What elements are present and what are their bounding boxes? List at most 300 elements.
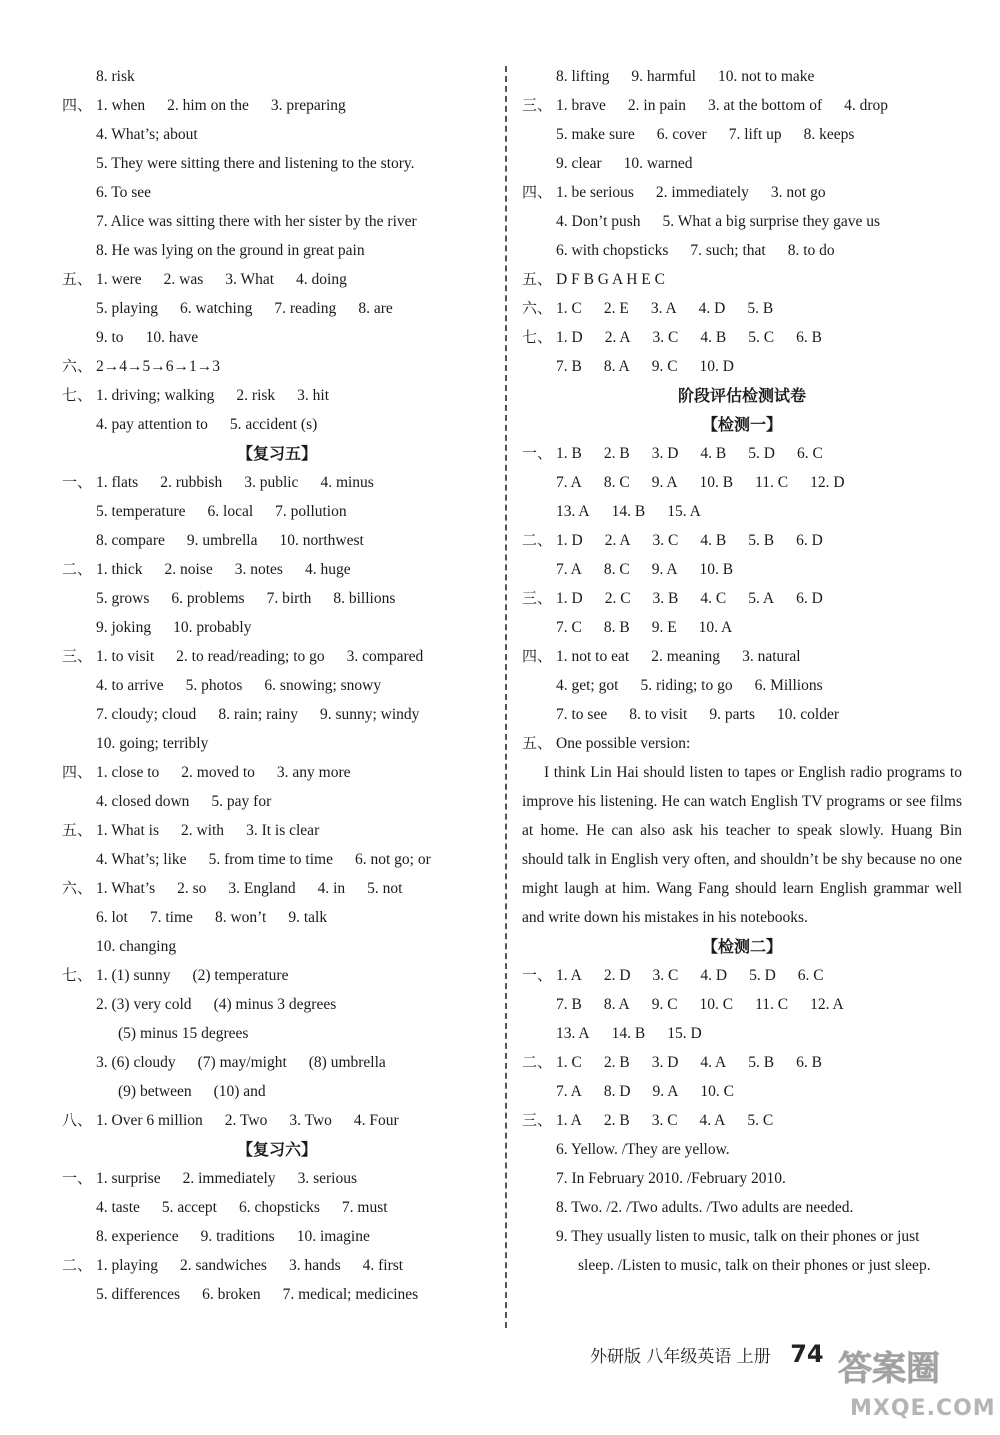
answer-line (62, 236, 492, 265)
answer-item: 3. any more (276, 764, 351, 781)
answer-item: 3. C (652, 967, 679, 984)
answer-item: sleep. /Listen to music, talk on their phones or just sleep. (578, 1257, 931, 1274)
answer-line (62, 62, 492, 91)
answer-line (62, 758, 492, 787)
answer-line (62, 1048, 492, 1077)
answer-item: 6. B (796, 1054, 822, 1071)
answer-item: 9. They usually listen to music, talk on their phones or just (556, 1228, 920, 1245)
answer-item: 7. B (556, 996, 582, 1013)
section-number: 四、 (522, 647, 553, 665)
answer-item: 7. A (556, 1083, 582, 1100)
answer-item: 4. doing (296, 271, 347, 288)
answer-line (62, 642, 492, 671)
answer-item: 1. surprise (96, 1170, 161, 1187)
answer-line (522, 207, 962, 236)
answer-item: 8. keeps (803, 126, 855, 143)
answer-item: 5. playing (96, 300, 158, 317)
answer-line (62, 1019, 492, 1048)
answer-item: 4. What’s; about (96, 126, 198, 143)
answer-line (62, 120, 492, 149)
answer-item: 9. traditions (200, 1228, 275, 1245)
answer-item: 3. It is clear (246, 822, 320, 839)
answer-line (522, 439, 962, 468)
answer-item: 3. D (651, 1054, 679, 1071)
answer-item: 1. flats (96, 474, 139, 491)
section-number: 四、 (522, 183, 553, 201)
answer-line (62, 787, 492, 816)
answer-item: 2. in pain (627, 97, 687, 114)
answer-line (522, 526, 962, 555)
answer-item: 5. differences (96, 1286, 181, 1303)
answer-line (522, 236, 962, 265)
section-number: 七、 (522, 328, 553, 346)
section-number: 三、 (522, 1111, 553, 1129)
answer-line (522, 671, 962, 700)
answer-item: 1. not to eat (556, 648, 630, 665)
answer-item: 2. noise (164, 561, 213, 578)
answer-item: 7. must (341, 1199, 388, 1216)
answer-item: 10. going; terribly (96, 735, 209, 752)
answer-item: 7. such; that (690, 242, 766, 259)
answer-item: 9. E (651, 619, 677, 636)
answer-item: 10. D (699, 358, 734, 375)
answer-item: 15. D (667, 1025, 702, 1042)
answer-item: 7. to see (556, 706, 608, 723)
answer-line (522, 1251, 962, 1280)
answer-item: 1. brave (556, 97, 606, 114)
answer-item: 5. A (748, 590, 775, 607)
answer-item: 8. compare (96, 532, 165, 549)
answer-item: 3. D (651, 445, 679, 462)
answer-item: 3. B (652, 590, 679, 607)
answer-item: (8) umbrella (308, 1054, 386, 1071)
answer-item: 1. to visit (96, 648, 155, 665)
answer-item: 2. sandwiches (180, 1257, 267, 1274)
watermark-logo-text: 答案圈 (838, 1349, 940, 1389)
section-heading: 阶段评估检测试卷 (677, 386, 806, 405)
answer-item: 3. not go (770, 184, 826, 201)
answer-item: 8. Two. /2. /Two adults. /Two adults are needed. (556, 1199, 854, 1216)
answer-item: 4. huge (304, 561, 351, 578)
answer-line (62, 1222, 492, 1251)
answer-line (62, 903, 492, 932)
answer-line (522, 642, 962, 671)
section-number: 五、 (62, 270, 93, 288)
answer-item: 8. D (603, 1083, 631, 1100)
answer-line (522, 62, 962, 91)
answer-item: 3. hands (288, 1257, 341, 1274)
answer-item: 3. C (652, 532, 679, 549)
answer-line (522, 1193, 962, 1222)
right-column (522, 62, 962, 1280)
answer-item: 2. A (604, 329, 631, 346)
answer-line (62, 961, 492, 990)
section-number: 三、 (522, 96, 553, 114)
answer-line (62, 381, 492, 410)
answer-item: 2. rubbish (160, 474, 223, 491)
answer-item: 2. Two (224, 1112, 268, 1129)
section-number: 二、 (522, 1053, 553, 1071)
answer-item: 6. not go; or (354, 851, 431, 868)
answer-line (522, 555, 962, 584)
answer-item: 8. to visit (629, 706, 688, 723)
answer-item: 1. B (556, 445, 582, 462)
answer-line (62, 613, 492, 642)
answer-line (522, 1019, 962, 1048)
section-number: 六、 (62, 879, 93, 897)
answer-item: 9. parts (709, 706, 756, 723)
answer-item: 11. C (755, 474, 789, 491)
answer-line (62, 932, 492, 961)
answer-item: 7. lift up (728, 126, 782, 143)
answer-item: 7. B (556, 358, 582, 375)
answer-item: 12. D (810, 474, 845, 491)
answer-line (522, 497, 962, 526)
answer-item: 2. immediately (655, 184, 749, 201)
answer-item: 3. England (228, 880, 296, 897)
answer-line (62, 1193, 492, 1222)
answer-line (522, 1077, 962, 1106)
section-number: 七、 (62, 386, 93, 404)
answer-item: 8. A (603, 996, 630, 1013)
answer-item: 4. B (700, 329, 727, 346)
answer-item: 1. D (556, 329, 583, 346)
answer-item: 2. with (181, 822, 225, 839)
answer-item: 10. changing (96, 938, 177, 955)
answer-item: 6. To see (96, 184, 152, 201)
answer-line (62, 700, 492, 729)
answer-item: (5) minus 15 degrees (118, 1025, 249, 1042)
answer-item: 4. drop (844, 97, 889, 114)
answer-item: 9. clear (556, 155, 602, 172)
answer-item: 5. B (747, 300, 774, 317)
answer-item: 3. hit (297, 387, 330, 404)
answer-item: 15. A (667, 503, 701, 520)
section-number: 四、 (62, 763, 93, 781)
answer-item: 6. C (797, 967, 824, 984)
answer-line (62, 1164, 492, 1193)
page-footer (590, 1340, 824, 1368)
answer-item: 5. grows (96, 590, 150, 607)
answer-line (62, 1077, 492, 1106)
answer-item: 2. risk (236, 387, 276, 404)
answer-line (522, 584, 962, 613)
answer-item: 5. What a big surprise they gave us (662, 213, 881, 230)
answer-item: 6. Millions (754, 677, 823, 694)
answer-item: 10. C (699, 996, 734, 1013)
answer-item: 1. A (556, 1112, 582, 1129)
answer-item: 5. D (748, 445, 775, 462)
answer-line (62, 265, 492, 294)
answer-item: 1. C (556, 1054, 582, 1071)
answer-item: 5. photos (185, 677, 243, 694)
answer-item: 6. snowing; snowy (264, 677, 382, 694)
answer-item: 3. serious (297, 1170, 357, 1187)
answer-item: 2. moved to (181, 764, 255, 781)
answer-item: 2. was (163, 271, 204, 288)
section-number: 三、 (522, 589, 553, 607)
watermark-url: MXQE.COM (850, 1396, 996, 1421)
answer-line (62, 468, 492, 497)
section-number: 一、 (522, 966, 553, 984)
answer-item: 6. problems (171, 590, 245, 607)
answer-item: 2. C (604, 590, 631, 607)
essay-paragraph (522, 758, 962, 932)
section-number: 二、 (522, 531, 553, 549)
answer-item: 8. He was lying on the ground in great pain (96, 242, 365, 259)
answer-line (62, 555, 492, 584)
answer-item: 7. time (149, 909, 193, 926)
answer-item: 4. in (317, 880, 346, 897)
answer-item: 1. D (556, 532, 583, 549)
answer-item: 10. imagine (296, 1228, 370, 1245)
answer-item: 2. him on the (167, 97, 249, 114)
answer-line (62, 1106, 492, 1135)
column-divider (505, 66, 507, 1328)
book-title: 外研版 八年级英语 上册 (590, 1347, 771, 1367)
answer-line (62, 526, 492, 555)
section-number: 三、 (62, 647, 93, 665)
answer-item: 1. close to (96, 764, 160, 781)
answer-item: 10. have (145, 329, 199, 346)
answer-item: 8. C (603, 474, 630, 491)
answer-item: 8. experience (96, 1228, 179, 1245)
answer-item: 7. reading (274, 300, 337, 317)
answer-item: 9. sunny; windy (319, 706, 420, 723)
answer-item: 14. B (611, 503, 646, 520)
answer-item: 5. B (748, 532, 775, 549)
answer-item: 7. medical; medicines (282, 1286, 419, 1303)
answer-item: 3. A (650, 300, 677, 317)
answer-item: 9. to (96, 329, 124, 346)
answer-item: 10. B (699, 561, 734, 578)
answer-line (522, 265, 962, 294)
section-number: 一、 (62, 1169, 93, 1187)
answer-line (62, 671, 492, 700)
section-number: 六、 (522, 299, 553, 317)
answer-item: 6. Yellow. /They are yellow. (556, 1141, 730, 1158)
answer-item: 2. so (177, 880, 207, 897)
answer-item: 2. D (603, 967, 631, 984)
answer-item: (10) and (213, 1083, 266, 1100)
answer-line (522, 352, 962, 381)
answer-item: 2. to read/reading; to go (176, 648, 325, 665)
answer-line (522, 1164, 962, 1193)
answer-line (62, 874, 492, 903)
section-heading: 【复习五】 (236, 444, 317, 463)
answer-line (522, 1135, 962, 1164)
answer-item: 9. talk (288, 909, 328, 926)
page-number: 74 (790, 1340, 824, 1368)
answer-item: 1. D (556, 590, 583, 607)
section-number: 五、 (522, 734, 553, 752)
answer-item: 1. What is (96, 822, 159, 839)
answer-item: 10. C (700, 1083, 734, 1100)
answer-line (62, 149, 492, 178)
answer-item: 6. watching (180, 300, 253, 317)
left-column (62, 62, 492, 1309)
section-heading: 【复习六】 (236, 1140, 317, 1159)
answer-item: 7. pollution (275, 503, 347, 520)
answer-item: 13. A (556, 503, 590, 520)
answer-line (62, 207, 492, 236)
answer-item: 9. A (651, 561, 678, 578)
answer-item: 4. D (698, 300, 726, 317)
section-number: 一、 (62, 473, 93, 491)
answer-item: 5. B (748, 1054, 775, 1071)
answer-item: 2. A (604, 532, 631, 549)
answer-item: 8. are (358, 300, 393, 317)
answer-item: 10. northwest (279, 532, 364, 549)
answer-item: 4. B (700, 445, 727, 462)
answer-line (62, 410, 492, 439)
answer-item: 5. from time to time (208, 851, 333, 868)
answer-item: 8. billions (333, 590, 396, 607)
section-number: 八、 (62, 1111, 93, 1129)
section-heading: 【检测一】 (701, 415, 782, 434)
answer-item: 2. E (603, 300, 629, 317)
answer-line (522, 700, 962, 729)
answer-line (522, 729, 962, 758)
answer-item: 1. What’s (96, 880, 156, 897)
section-number: 六、 (62, 357, 93, 375)
answer-item: 5. C (748, 329, 775, 346)
answer-item: 4. Don’t push (556, 213, 641, 230)
answer-line (522, 613, 962, 642)
section-number: 二、 (62, 560, 93, 578)
answer-item: 3. (6) cloudy (96, 1054, 176, 1071)
answer-item: 11. C (755, 996, 789, 1013)
answer-item: 7. A (556, 474, 582, 491)
answer-item: 4. A (700, 1054, 727, 1071)
answer-item: (4) minus 3 degrees (213, 996, 337, 1013)
answer-item: 8. to do (787, 242, 835, 259)
answer-item: 6. D (796, 532, 823, 549)
answer-line (62, 294, 492, 323)
answer-item: 1. C (556, 300, 582, 317)
answer-item: 7. In February 2010. /February 2010. (556, 1170, 786, 1187)
answer-item: 8. won’t (214, 909, 267, 926)
answer-item: 2. (3) very cold (96, 996, 192, 1013)
section-heading: 【检测二】 (701, 937, 782, 956)
answer-item: 5. not (367, 880, 403, 897)
answer-item: 2. meaning (651, 648, 721, 665)
answer-item: 8. rain; rainy (218, 706, 298, 723)
answer-item: 3. What (225, 271, 275, 288)
answer-line (62, 1280, 492, 1309)
answer-item: 1. playing (96, 1257, 158, 1274)
answer-line (62, 816, 492, 845)
answer-line (62, 729, 492, 758)
answer-line (62, 845, 492, 874)
answer-item: (2) temperature (192, 967, 289, 984)
answer-item: 2. B (603, 1054, 630, 1071)
answer-item: 6. local (207, 503, 254, 520)
answer-item: 9. A (652, 1083, 679, 1100)
answer-item: 13. A (556, 1025, 590, 1042)
answer-item: 4. minus (320, 474, 374, 491)
answer-item: 5. temperature (96, 503, 186, 520)
answer-item: 9. A (651, 474, 678, 491)
answer-item: 9. C (651, 996, 678, 1013)
answer-item: 7. Alice was sitting there with her sister by the river (96, 213, 417, 230)
answer-item: 2. immediately (182, 1170, 276, 1187)
answer-item: 6. B (796, 329, 822, 346)
answer-item: 6. C (796, 445, 823, 462)
answer-item: 6. cover (656, 126, 707, 143)
answer-item: 3. natural (742, 648, 801, 665)
answer-item: 6. lot (96, 909, 128, 926)
answer-item: 3. C (652, 329, 679, 346)
section-number: 五、 (62, 821, 93, 839)
answer-line (62, 178, 492, 207)
answer-line (62, 990, 492, 1019)
answer-line (62, 497, 492, 526)
answer-item: 1. Over 6 million (96, 1112, 203, 1129)
answer-item: 4. What’s; like (96, 851, 187, 868)
answer-item: 4. taste (96, 1199, 140, 1216)
answer-item: 9. umbrella (186, 532, 258, 549)
answer-item: 4. A (699, 1112, 726, 1129)
answer-line (522, 149, 962, 178)
answer-item: 6. chopsticks (238, 1199, 320, 1216)
answer-item: 3. public (244, 474, 299, 491)
answer-line (522, 990, 962, 1019)
answer-line (62, 1251, 492, 1280)
answer-item: 1. driving; walking (96, 387, 215, 404)
answer-item: 10. A (698, 619, 733, 636)
answer-line (522, 294, 962, 323)
answer-line (522, 1106, 962, 1135)
answer-line (522, 91, 962, 120)
answer-item: 1. be serious (556, 184, 634, 201)
answer-line (62, 352, 492, 381)
answer-item: 10. not to make (717, 68, 815, 85)
answer-item: 4. Four (353, 1112, 399, 1129)
answer-item: 4. get; got (556, 677, 619, 694)
answer-item: 7. C (556, 619, 582, 636)
answer-item: 4. to arrive (96, 677, 164, 694)
answer-item: 5. C (747, 1112, 774, 1129)
answer-item: (7) may/might (197, 1054, 287, 1071)
answer-line (62, 91, 492, 120)
answer-item: 6. broken (202, 1286, 261, 1303)
answer-item: 4. closed down (96, 793, 190, 810)
answer-item: 10. probably (173, 619, 252, 636)
answer-item: 1. were (96, 271, 142, 288)
answer-item: 6. with chopsticks (556, 242, 669, 259)
answer-item: 4. first (362, 1257, 404, 1274)
section-number: 一、 (522, 444, 553, 462)
answer-item: 3. at the bottom of (708, 97, 823, 114)
answer-item: 6. D (796, 590, 823, 607)
answer-item: 5. They were sitting there and listening to the story. (96, 155, 415, 172)
answer-line (62, 584, 492, 613)
answer-item: 4. B (700, 532, 727, 549)
answer-item: 8. B (603, 619, 630, 636)
essay-text: I think Lin Hai should listen to tapes or English radio programs to improve his listening. He can watch English TV programs or see films at home. He can also ask his teacher to speak slowly. Huang Bin should talk in English very often, and shouldn’t be shy because no one might laugh at him. Wang Fang should learn English grammar well and write down his mistakes in his notebooks. (522, 764, 962, 926)
answer-line (522, 178, 962, 207)
answer-item: 1. (1) sunny (96, 967, 171, 984)
answer-item: 3. Two (289, 1112, 332, 1129)
section-number: 二、 (62, 1256, 93, 1274)
section-number: 四、 (62, 96, 93, 114)
answer-line (522, 1048, 962, 1077)
answer-item: 4. C (700, 590, 727, 607)
answer-item: 5. riding; to go (640, 677, 733, 694)
answer-line (522, 120, 962, 149)
answer-item: One possible version: (556, 735, 691, 752)
